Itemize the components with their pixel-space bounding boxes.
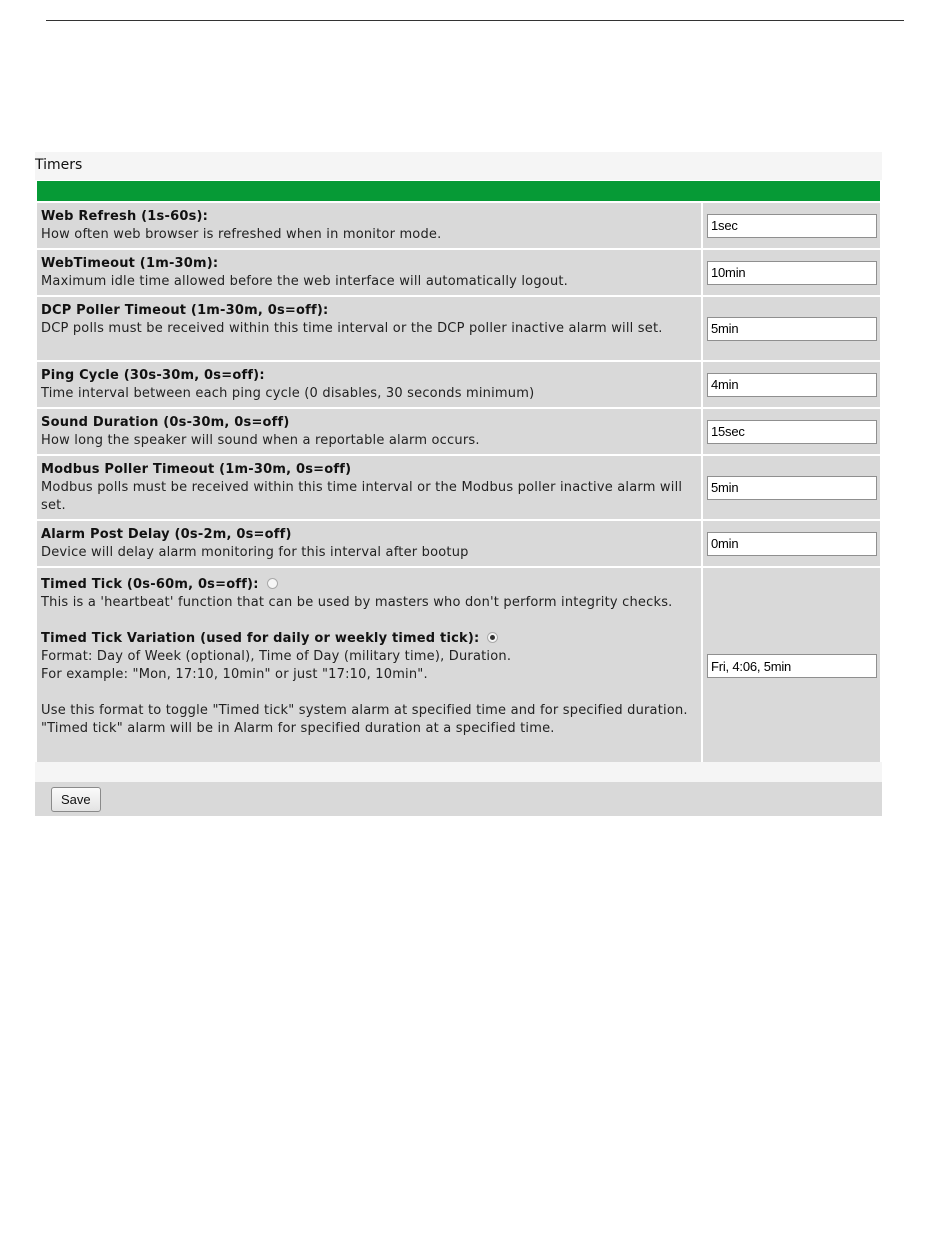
web-timeout-input[interactable] [707,261,877,285]
row-label [37,250,701,295]
row-web-timeout [37,250,880,295]
timed-tick-title: Timed Tick (0s-60m, 0s=off): [41,577,259,592]
timers-panel [35,152,882,816]
row-label [37,203,701,248]
row-label [37,568,701,762]
timers-table [37,203,880,762]
row-modbus-poller-timeout [37,456,880,519]
row-label [37,456,701,519]
row-title: Sound Duration (0s-30m, 0s=off) [41,415,290,430]
modbus-poller-timeout-input[interactable] [707,476,877,500]
row-description: DCP polls must be received within this time interval or the DCP poller inactive alarm will set. [41,321,663,336]
row-description: Time interval between each ping cycle (0 disables, 30 seconds minimum) [41,386,535,401]
row-timed-tick [37,568,880,762]
header-bar [37,181,880,201]
sound-duration-input[interactable] [707,420,877,444]
row-title: WebTimeout (1m-30m): [41,256,219,271]
timed-tick-radio[interactable] [267,578,278,589]
timed-tick-variation-title-line [41,630,696,648]
timed-tick-description: This is a 'heartbeat' function that can be used by masters who don't perform integrity checks. [41,595,673,610]
row-description: Maximum idle time allowed before the web interface will automatically logout. [41,274,569,289]
row-description: How often web browser is refreshed when in monitor mode. [41,227,442,242]
row-web-refresh [37,203,880,248]
row-dcp-poller-timeout [37,297,880,360]
row-value-cell [703,409,880,454]
row-value-cell [703,521,880,566]
row-title: Alarm Post Delay (0s-2m, 0s=off) [41,527,292,542]
dcp-poller-timeout-input[interactable] [707,317,877,341]
timed-tick-input[interactable] [707,654,877,678]
row-label [37,409,701,454]
web-refresh-input[interactable] [707,214,877,238]
row-label [37,362,701,407]
timed-tick-variation-title: Timed Tick Variation (used for daily or weekly timed tick): [41,631,480,646]
row-alarm-post-delay [37,521,880,566]
timed-tick-title-line [41,576,696,594]
row-title: Ping Cycle (30s-30m, 0s=off): [41,368,265,383]
row-title: Modbus Poller Timeout (1m-30m, 0s=off) [41,462,352,477]
footer-gap [35,762,882,782]
spacer [41,684,696,702]
row-label [37,297,701,360]
ping-cycle-input[interactable] [707,373,877,397]
row-value-cell [703,203,880,248]
format-line: Format: Day of Week (optional), Time of Day (military time), Duration. [41,649,512,664]
row-sound-duration [37,409,880,454]
row-value-cell [703,297,880,360]
row-value-cell [703,568,880,762]
row-label [37,521,701,566]
top-divider [46,20,904,21]
timed-tick-variation-radio[interactable] [487,632,498,643]
example-line: For example: "Mon, 17:10, 10min" or just "17:10, 10min". [41,667,428,682]
spacer [41,612,696,630]
row-title: DCP Poller Timeout (1m-30m, 0s=off): [41,303,329,318]
alarm-post-delay-input[interactable] [707,532,877,556]
row-description: Device will delay alarm monitoring for this interval after bootup [41,545,469,560]
save-button[interactable]: Save [51,787,101,812]
row-title: Web Refresh (1s-60s): [41,209,209,224]
row-value-cell [703,362,880,407]
row-ping-cycle [37,362,880,407]
usage-line: Use this format to toggle "Timed tick" system alarm at specified time and for specified duration. "Timed tick" alarm will be in Alarm for specified duration at a specified time. [41,703,688,736]
row-value-cell [703,456,880,519]
footer-bar [35,782,882,816]
row-description: Modbus polls must be received within this time interval or the Modbus poller inactive alarm will set. [41,480,683,513]
row-description: How long the speaker will sound when a reportable alarm occurs. [41,433,480,448]
row-value-cell [703,250,880,295]
panel-title: Timers [35,152,882,180]
